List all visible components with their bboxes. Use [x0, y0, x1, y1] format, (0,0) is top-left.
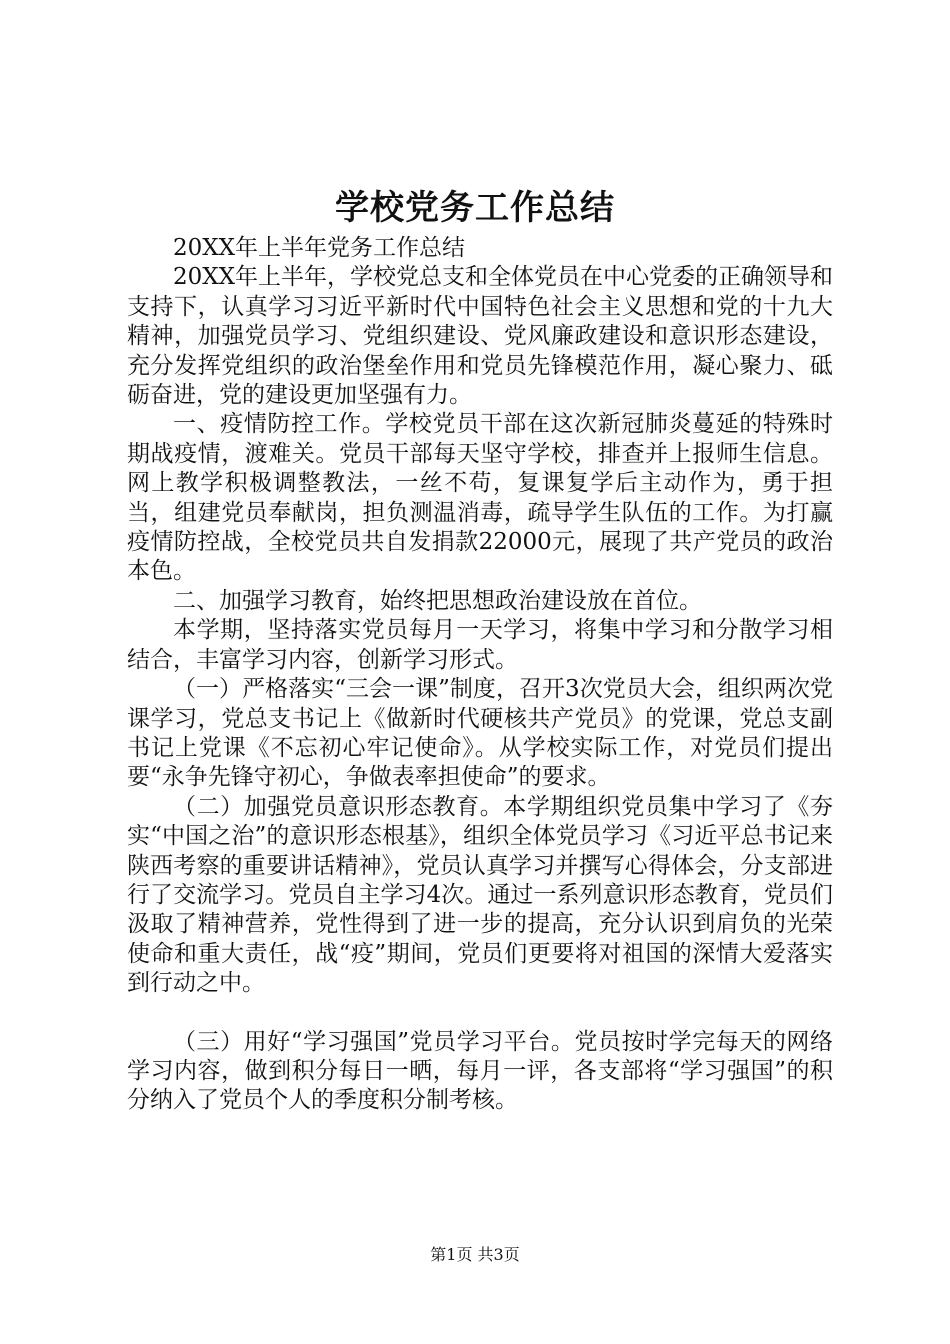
paragraph-study-plan: 本学期，坚持落实党员每月一天学习，将集中学习和分散学习相结合，丰富学习内容，创新学习形式。 — [127, 617, 833, 673]
paragraph-epidemic-control: 一、疫情防控工作。学校党员干部在这次新冠肺炎蔓延的特殊时期战疫情，渡难关。党员干部每天坚守学校，排查并上报师生信息。网上教学积极调整教法，一丝不苟，复课复学后主动作为，勇于担当，组建党员奉献岗，担负测温消毒，疏导学生队伍的工作。为打赢疫情防控战，全校党员共自发捐款22000元，展现了共产党员的政治本色。 — [127, 411, 833, 585]
page-number-footer: 第1页 共3页 — [430, 1245, 520, 1264]
paragraph-section-two-heading: 二、加强学习教育，始终把思想政治建设放在首位。 — [173, 587, 702, 614]
paragraph-item-two: （二）加强党员意识形态教育。本学期组织党员集中学习了《夯实“中国之治”的意识形态根基》，组织全体党员学习《习近平总书记来陕西考察的重要讲话精神》，党员认真学习并撰写心得体会，分支部进行了交流学习。党员自主学习4次。通过一系列意识形态教育，党员们汲取了精神营养，党性得到了进一步的提高，充分认识到肩负的光荣使命和重大责任，战“疫”期间，党员们更要将对祖国的深情大爱落实到行动之中。 — [127, 793, 833, 997]
document-body — [127, 234, 833, 1116]
document-title: 学校党务工作总结 — [335, 188, 615, 228]
paragraph-subtitle: 20XX年上半年党务工作总结 — [173, 235, 466, 261]
paragraph-item-one: （一）严格落实“三会一课”制度，召开3次党员大会，组织两次党课学习，党总支书记上《做新时代硬核共产党员》的党课，党总支副书记上党课《不忘初心牢记使命》。从学校实际工作，对党员们提出要“永争先锋守初心，争做表率担使命”的要求。 — [127, 676, 833, 791]
paragraph-item-three: （三）用好“学习强国”党员学习平台。党员按时学完每天的网络学习内容，做到积分每日一晒，每月一评，各支部将“学习强国”的积分纳入了党员个人的季度积分制考核。 — [127, 1028, 833, 1114]
paragraph-intro: 20XX年上半年，学校党总支和全体党员在中心党委的正确领导和支持下，认真学习习近平新时代中国特色社会主义思想和党的十九大精神，加强党员学习、党组织建设、党风廉政建设和意识形态建设，充分发挥党组织的政治堡垒作用和党员先锋模范作用，凝心聚力、砥砺奋进，党的建设更加坚强有力。 — [127, 264, 834, 409]
